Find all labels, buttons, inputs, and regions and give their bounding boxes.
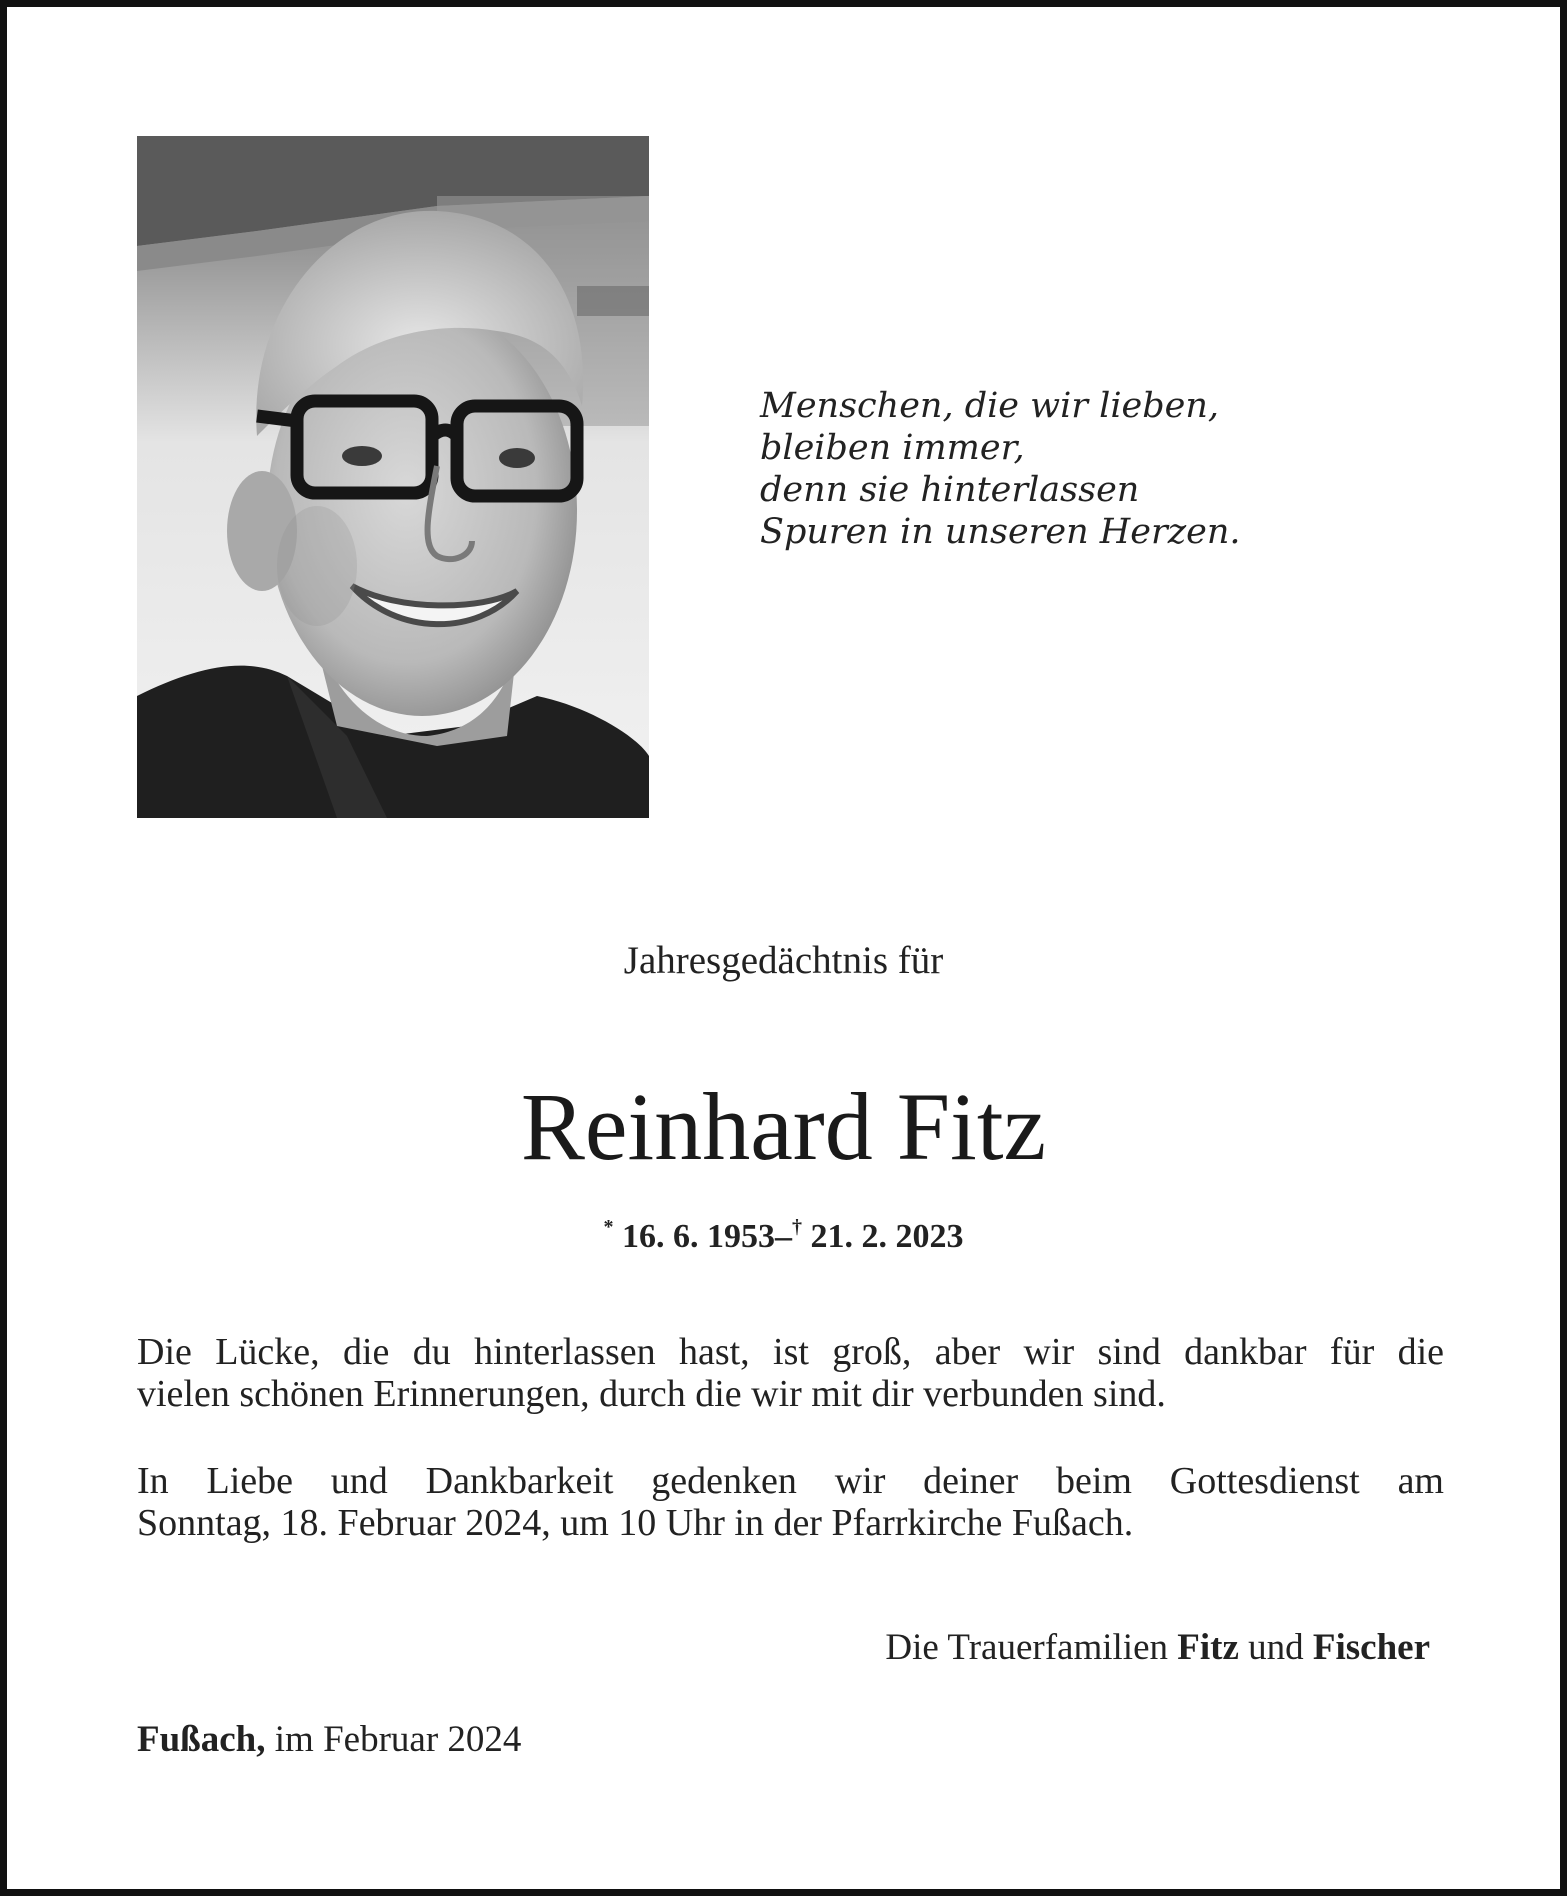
- service-paragraph: [137, 1460, 1444, 1544]
- place-date: [137, 1717, 521, 1763]
- quote-line: denn sie hinterlassen: [760, 470, 1140, 510]
- death-symbol: †: [792, 1216, 802, 1238]
- birth-date: 16. 6. 1953: [622, 1218, 775, 1255]
- quote-line: Menschen, die wir lieben,: [760, 386, 1220, 426]
- paragraph-line: Sonntag, 18. Februar 2024, um 10 Uhr in der Pfarrkirche Fußach.: [137, 1502, 1134, 1544]
- signature-joiner: und: [1238, 1627, 1313, 1668]
- signature-prefix: Die Trauerfamilien: [885, 1627, 1178, 1668]
- quote-line: Spuren in unseren Herzen.: [760, 512, 1241, 552]
- quote-line: bleiben immer,: [760, 428, 1025, 468]
- memorial-intro: Jahresgedächtnis für: [623, 939, 944, 982]
- deceased-name: Reinhard Fitz: [520, 1073, 1047, 1180]
- birth-symbol: *: [603, 1216, 614, 1238]
- date-separator: –: [775, 1218, 792, 1255]
- memorial-quote: [760, 385, 1241, 553]
- paragraph-line: Die Lücke, die du hinterlassen hast, ist groß, aber wir sind dankbar für die: [137, 1331, 1444, 1373]
- death-date: 21. 2. 2023: [810, 1218, 964, 1255]
- paragraph-line: In Liebe und Dankbarkeit gedenken wir deiner beim Gottesdienst am: [137, 1460, 1444, 1502]
- life-dates: [7, 1205, 1560, 1259]
- family-name-fitz: Fitz: [1177, 1627, 1239, 1668]
- place-name: Fußach,: [137, 1719, 266, 1760]
- family-signature: [885, 1625, 1430, 1671]
- message-paragraph: [137, 1331, 1444, 1415]
- portrait-photo: [137, 136, 649, 818]
- family-name-fischer: Fischer: [1312, 1627, 1430, 1668]
- publication-date: im Februar 2024: [265, 1719, 522, 1760]
- paragraph-line: vielen schönen Erinnerungen, durch die wir mit dir verbunden sind.: [137, 1373, 1166, 1415]
